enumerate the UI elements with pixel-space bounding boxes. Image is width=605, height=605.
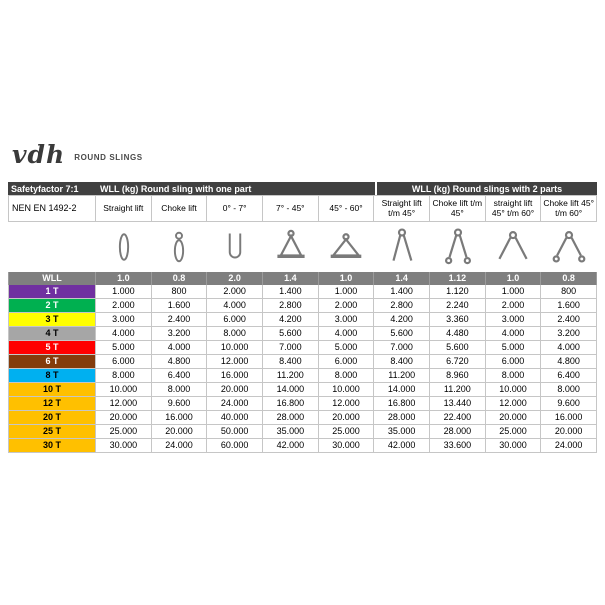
- table-row: [8, 397, 597, 411]
- wll-value: 6.000: [486, 355, 542, 369]
- wll-value: 20.000: [152, 425, 208, 439]
- wll-value: 4.200: [374, 313, 430, 327]
- two-leg-straight-45-icon: [374, 222, 430, 272]
- wll-value: 10.000: [96, 383, 152, 397]
- wll-value: 42.000: [374, 439, 430, 453]
- wll-value: 6.000: [207, 313, 263, 327]
- column-header-row: [8, 195, 597, 222]
- capacity-label: 8 T: [8, 369, 96, 383]
- wll-value: 14.000: [374, 383, 430, 397]
- wll-value: 16.000: [207, 369, 263, 383]
- wll-value: 11.200: [430, 383, 486, 397]
- wll-value: 24.000: [541, 439, 597, 453]
- wll-value: 20.000: [486, 411, 542, 425]
- capacity-label: 10 T: [8, 383, 96, 397]
- wll-value: 2.800: [374, 299, 430, 313]
- wll-factor: 0.8: [541, 272, 597, 285]
- wll-value: 3.000: [319, 313, 375, 327]
- wll-value: 800: [152, 285, 208, 299]
- capacity-label: 1 T: [8, 285, 96, 299]
- wll-value: 8.400: [374, 355, 430, 369]
- wll-value: 22.400: [430, 411, 486, 425]
- table-row: [8, 425, 597, 439]
- wll-value: 4.000: [319, 327, 375, 341]
- wll-value: 1.600: [152, 299, 208, 313]
- wll-value: 25.000: [319, 425, 375, 439]
- wll-value: 1.000: [486, 285, 542, 299]
- wll-value: 2.400: [541, 313, 597, 327]
- wll-value: 1.400: [263, 285, 319, 299]
- standard-label: NEN EN 1492-2: [8, 196, 96, 222]
- wll-value: 6.000: [96, 355, 152, 369]
- column-header: Choke lift 45° t/m 60°: [541, 196, 597, 222]
- wll-value: 16.800: [263, 397, 319, 411]
- wll-value: 8.000: [152, 383, 208, 397]
- wll-value: 8.000: [319, 369, 375, 383]
- capacity-label: 20 T: [8, 411, 96, 425]
- wll-value: 12.000: [486, 397, 542, 411]
- wll-factor: 1.0: [486, 272, 542, 285]
- sling-icon-row: [8, 222, 597, 272]
- capacity-label: 3 T: [8, 313, 96, 327]
- straight-lift-icon: [96, 222, 152, 272]
- header-left-section: [8, 182, 375, 195]
- wll-factor: 1.0: [319, 272, 375, 285]
- wll-value: 10.000: [319, 383, 375, 397]
- wll-value: 2.240: [430, 299, 486, 313]
- column-header: Straight lift: [96, 196, 152, 222]
- wll-value: 16.800: [374, 397, 430, 411]
- wll-value: 2.800: [263, 299, 319, 313]
- basket-0-7-icon: [207, 222, 263, 272]
- wll-table: [8, 182, 597, 453]
- wll-value: 3.000: [96, 313, 152, 327]
- wll-value: 4.000: [541, 341, 597, 355]
- wll-value: 20.000: [541, 425, 597, 439]
- column-header: Choke lift t/m 45°: [430, 196, 486, 222]
- wll-value: 8.000: [486, 369, 542, 383]
- column-header: Choke lift: [152, 196, 208, 222]
- wll-value: 8.400: [263, 355, 319, 369]
- wll-value: 4.000: [207, 299, 263, 313]
- wll-value: 30.000: [96, 439, 152, 453]
- wll-value: 8.000: [96, 369, 152, 383]
- column-header: 45° - 60°: [319, 196, 375, 222]
- two-leg-choke-60-icon: [541, 222, 597, 272]
- wll-label: WLL: [8, 272, 96, 285]
- wll-factor-row: [8, 272, 597, 285]
- wll-value: 7.000: [263, 341, 319, 355]
- one-part-header: WLL (kg) Round sling with one part: [100, 183, 252, 194]
- wll-value: 3.200: [152, 327, 208, 341]
- wll-value: 16.000: [541, 411, 597, 425]
- wll-value: 4.000: [486, 327, 542, 341]
- capacity-label: 12 T: [8, 397, 96, 411]
- table-row: [8, 439, 597, 453]
- wll-value: 5.600: [430, 341, 486, 355]
- wll-value: 4.800: [541, 355, 597, 369]
- wll-value: 11.200: [263, 369, 319, 383]
- wll-value: 5.600: [263, 327, 319, 341]
- wll-value: 12.000: [207, 355, 263, 369]
- table-row: [8, 285, 597, 299]
- wll-value: 20.000: [96, 411, 152, 425]
- wll-value: 14.000: [263, 383, 319, 397]
- wll-value: 3.000: [486, 313, 542, 327]
- wll-value: 28.000: [374, 411, 430, 425]
- wll-value: 4.000: [152, 341, 208, 355]
- choke-lift-icon: [152, 222, 208, 272]
- table-row: [8, 299, 597, 313]
- wll-factor: 1.0: [96, 272, 152, 285]
- column-header: Straight lift t/m 45°: [374, 196, 430, 222]
- capacity-label: 5 T: [8, 341, 96, 355]
- wll-value: 1.400: [374, 285, 430, 299]
- wll-value: 1.000: [96, 285, 152, 299]
- wll-value: 6.400: [152, 369, 208, 383]
- wll-value: 24.000: [207, 397, 263, 411]
- wll-value: 11.200: [374, 369, 430, 383]
- table-row: [8, 313, 597, 327]
- brand-logo: vdh: [12, 140, 66, 169]
- table-body: [8, 285, 597, 453]
- basket-7-45-icon: [263, 222, 319, 272]
- table-row: [8, 369, 597, 383]
- table-row: [8, 355, 597, 369]
- wll-value: 2.000: [319, 299, 375, 313]
- wll-value: 1.120: [430, 285, 486, 299]
- wll-value: 5.000: [319, 341, 375, 355]
- wll-value: 50.000: [207, 425, 263, 439]
- icon-spacer: [8, 222, 96, 272]
- column-header: straight lift 45° t/m 60°: [486, 196, 542, 222]
- two-parts-header: WLL (kg) Round slings with 2 parts: [377, 182, 597, 195]
- wll-factor: 0.8: [152, 272, 208, 285]
- wll-value: 9.600: [152, 397, 208, 411]
- basket-45-60-icon: [319, 222, 375, 272]
- wll-factor: 1.4: [263, 272, 319, 285]
- wll-value: 5.600: [374, 327, 430, 341]
- logo-subtitle: ROUND SLINGS: [74, 153, 143, 162]
- safety-factor-label: Safetyfactor 7:1: [11, 183, 79, 194]
- capacity-label: 30 T: [8, 439, 96, 453]
- two-leg-choke-45-icon: [430, 222, 486, 272]
- wll-value: 13.440: [430, 397, 486, 411]
- wll-value: 35.000: [374, 425, 430, 439]
- column-header: 7° - 45°: [263, 196, 319, 222]
- wll-value: 2.000: [486, 299, 542, 313]
- wll-value: 30.000: [486, 439, 542, 453]
- wll-value: 1.600: [541, 299, 597, 313]
- wll-value: 12.000: [319, 397, 375, 411]
- wll-value: 40.000: [207, 411, 263, 425]
- wll-value: 33.600: [430, 439, 486, 453]
- column-header: 0° - 7°: [207, 196, 263, 222]
- wll-value: 10.000: [486, 383, 542, 397]
- wll-value: 4.800: [152, 355, 208, 369]
- wll-value: 4.480: [430, 327, 486, 341]
- wll-value: 6.720: [430, 355, 486, 369]
- wll-value: 35.000: [263, 425, 319, 439]
- table-row: [8, 341, 597, 355]
- wll-value: 3.360: [430, 313, 486, 327]
- wll-value: 800: [541, 285, 597, 299]
- two-leg-straight-60-icon: [486, 222, 542, 272]
- wll-value: 25.000: [96, 425, 152, 439]
- capacity-label: 6 T: [8, 355, 96, 369]
- wll-value: 30.000: [319, 439, 375, 453]
- wll-value: 8.960: [430, 369, 486, 383]
- wll-value: 1.000: [319, 285, 375, 299]
- wll-value: 42.000: [263, 439, 319, 453]
- wll-value: 6.400: [541, 369, 597, 383]
- capacity-label: 25 T: [8, 425, 96, 439]
- logo: [12, 142, 143, 167]
- wll-value: 10.000: [207, 341, 263, 355]
- wll-value: 9.600: [541, 397, 597, 411]
- wll-value: 5.000: [96, 341, 152, 355]
- wll-value: 20.000: [207, 383, 263, 397]
- wll-value: 7.000: [374, 341, 430, 355]
- wll-value: 5.000: [486, 341, 542, 355]
- wll-value: 28.000: [263, 411, 319, 425]
- wll-value: 12.000: [96, 397, 152, 411]
- wll-value: 24.000: [152, 439, 208, 453]
- table-row: [8, 411, 597, 425]
- table-header-bar: [8, 182, 597, 195]
- table-row: [8, 327, 597, 341]
- wll-value: 2.400: [152, 313, 208, 327]
- wll-value: 20.000: [319, 411, 375, 425]
- capacity-label: 2 T: [8, 299, 96, 313]
- wll-value: 28.000: [430, 425, 486, 439]
- wll-value: 2.000: [207, 285, 263, 299]
- wll-value: 4.200: [263, 313, 319, 327]
- wll-factor: 1.4: [374, 272, 430, 285]
- wll-value: 16.000: [152, 411, 208, 425]
- wll-value: 60.000: [207, 439, 263, 453]
- wll-value: 4.000: [96, 327, 152, 341]
- capacity-label: 4 T: [8, 327, 96, 341]
- wll-value: 2.000: [96, 299, 152, 313]
- wll-value: 6.000: [319, 355, 375, 369]
- wll-factor: 2.0: [207, 272, 263, 285]
- wll-value: 25.000: [486, 425, 542, 439]
- wll-value: 3.200: [541, 327, 597, 341]
- wll-factor: 1.12: [430, 272, 486, 285]
- wll-value: 8.000: [541, 383, 597, 397]
- table-row: [8, 383, 597, 397]
- wll-value: 8.000: [207, 327, 263, 341]
